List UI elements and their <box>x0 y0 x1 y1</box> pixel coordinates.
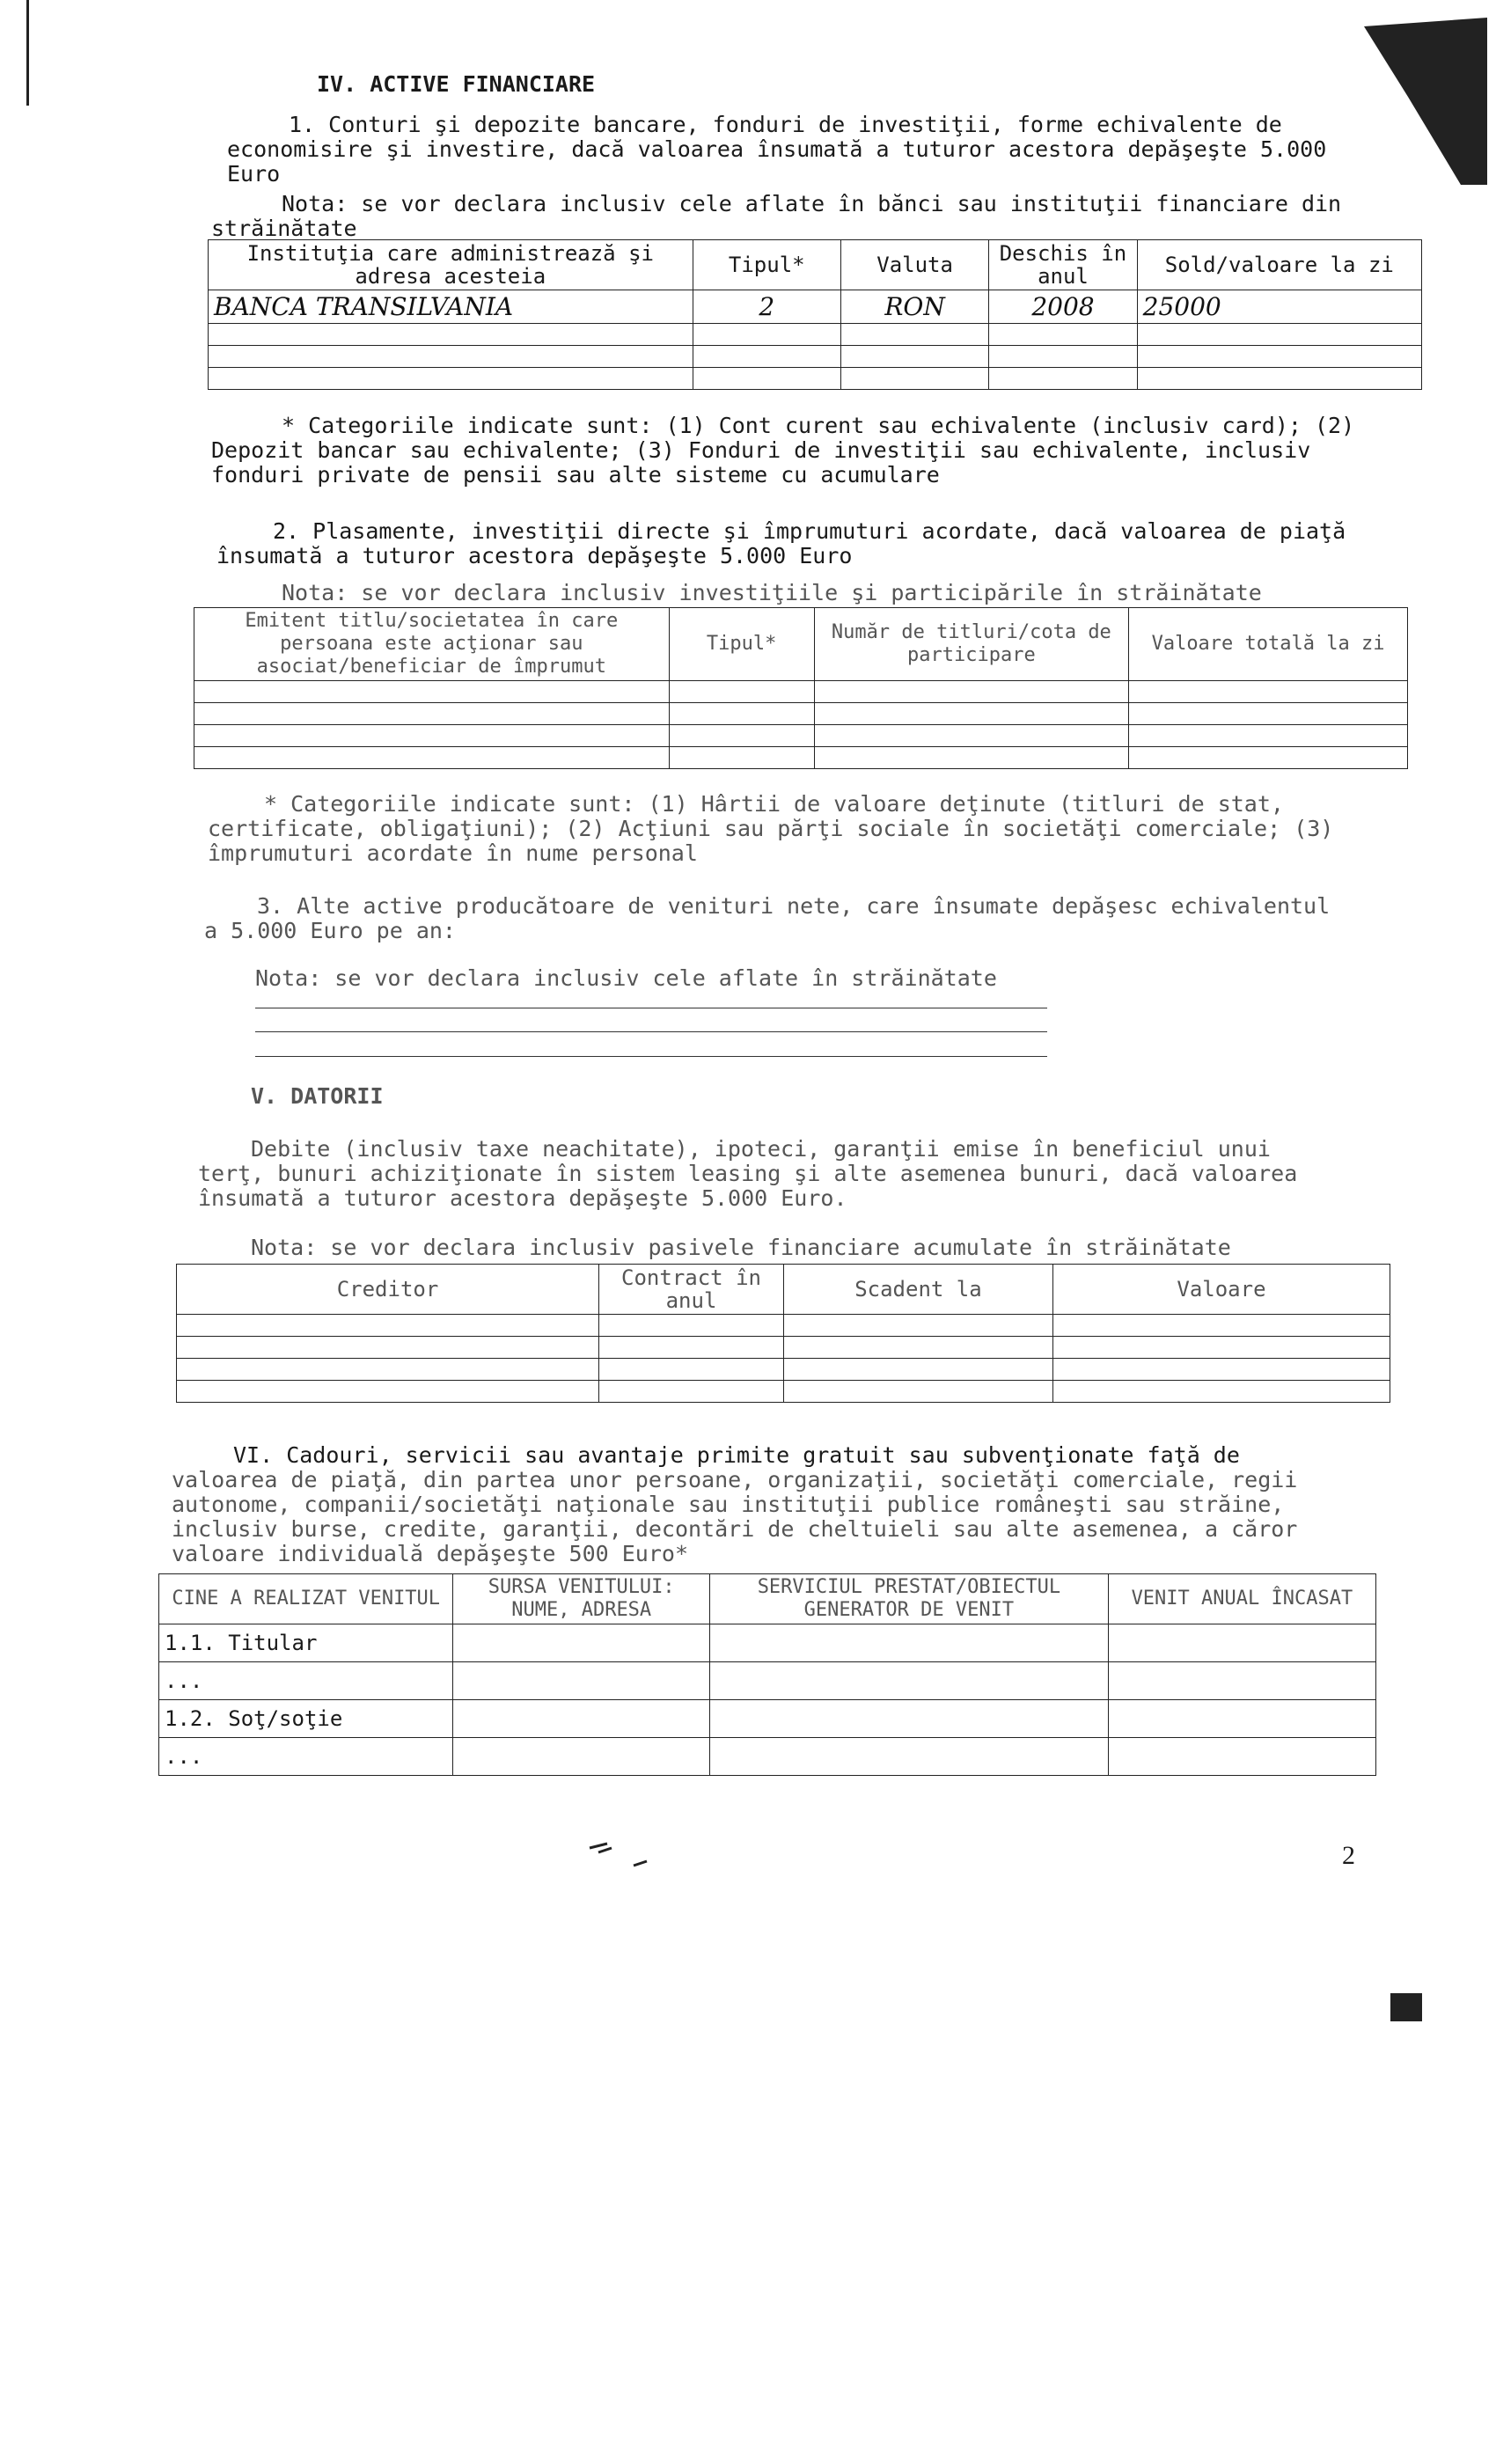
table-header-row <box>209 240 1422 290</box>
table-row <box>159 1738 1376 1776</box>
col-header: Valoare totală la zi <box>1129 608 1408 681</box>
section-v-body-line: terţ, bunuri achiziţionate în sistem leasing şi alte asemenea bunuri, dacă valoarea <box>198 1161 1298 1186</box>
col-header: Valuta <box>840 240 988 290</box>
section-v-title: V. DATORII <box>251 1083 384 1109</box>
col-header: Număr de titluri/cota de participare <box>814 608 1128 681</box>
s3-blank-line <box>255 1031 1047 1032</box>
cell-recipient: ... <box>159 1662 453 1700</box>
col-header: Contract în anul <box>599 1265 784 1315</box>
s1-footnote-line: fonduri private de pensii sau alte sisteme cu acumulare <box>211 462 940 488</box>
table-row <box>209 368 1422 390</box>
col-header: Deschis în anul <box>989 240 1137 290</box>
s1-footnote-line: * Categoriile indicate sunt: (1) Cont curent sau echivalente (inclusiv card); (2) <box>282 413 1355 438</box>
cell-recipient: 1.2. Soţ/soţie <box>159 1700 453 1738</box>
section-vi-body-line: inclusiv burse, credite, garanţii, decontări de cheltuieli sau alte asemenea, a căror <box>172 1516 1298 1542</box>
table-row <box>159 1662 1376 1700</box>
section-v-body-line: Debite (inclusiv taxe neachitate), ipoteci, garanţii emise în beneficiul unui <box>251 1136 1271 1162</box>
s1-heading-line: Euro <box>227 161 281 187</box>
s3-heading-line: 3. Alte active producătoare de venituri nete, care însumate depăşesc echivalentul <box>257 893 1331 919</box>
cell-type: 2 <box>693 290 840 324</box>
col-header: Creditor <box>177 1265 599 1315</box>
cell-balance: 25000 <box>1137 290 1421 324</box>
s2-investments-table <box>194 607 1408 769</box>
s1-heading-line: 1. Conturi şi depozite bancare, fonduri de investiţii, forme echivalente de <box>289 112 1282 137</box>
table-row <box>209 324 1422 346</box>
scan-edge-mark-bottom-right <box>1390 1993 1422 2021</box>
table-row <box>177 1359 1390 1381</box>
col-header: SERVICIUL PRESTAT/OBIECTUL GENERATOR DE VENIT <box>709 1574 1108 1624</box>
table-row <box>194 703 1408 725</box>
col-header: CINE A REALIZAT VENITUL <box>159 1574 453 1624</box>
s3-blank-line <box>255 1056 1047 1057</box>
col-header: Tipul* <box>669 608 814 681</box>
col-header: Emitent titlu/societatea în care persoana este acţionar sau asociat/beneficiar de împrumut <box>194 608 670 681</box>
table-row <box>209 290 1422 324</box>
table-row <box>194 681 1408 703</box>
section-vi-body-line: valoarea de piaţă, din partea unor persoane, organizaţii, societăţi comerciale, regii <box>172 1467 1298 1492</box>
col-header: SURSA VENITULUI: NUME, ADRESA <box>453 1574 709 1624</box>
s1-footnote <box>211 414 1354 488</box>
s3-note: Nota: se vor declara inclusiv cele aflate în străinătate <box>255 965 997 991</box>
table-row <box>194 747 1408 769</box>
s2-footnote-line: certificate, obligaţiuni); (2) Acţiuni sau părţi sociale în societăţi comerciale; (3) <box>208 816 1334 841</box>
page-number: 2 <box>1342 1841 1355 1870</box>
s2-heading-line: însumată a tuturor acestora depăşeşte 5.000 Euro <box>216 543 853 568</box>
s1-accounts-table <box>208 239 1422 390</box>
s3-heading <box>204 894 1330 943</box>
s2-heading <box>216 519 1346 568</box>
table-header-row <box>194 608 1408 681</box>
table-header-row <box>159 1574 1376 1624</box>
s2-heading-line: 2. Plasamente, investiţii directe şi împrumuturi acordate, dacă valoarea de piaţă <box>273 518 1346 544</box>
s2-footnote-line: împrumuturi acordate în nume personal <box>208 840 698 866</box>
table-row <box>177 1315 1390 1337</box>
s2-footnote-line: * Categoriile indicate sunt: (1) Hârtii de valoare deţinute (titluri de stat, <box>264 791 1284 817</box>
section-vi-body-line: autonome, companii/societăţi naţionale sau instituţii publice româneşti sau străine, <box>172 1492 1285 1517</box>
table-row <box>177 1337 1390 1359</box>
s2-footnote <box>208 792 1333 866</box>
debts-table <box>176 1264 1390 1403</box>
cell-recipient: ... <box>159 1738 453 1776</box>
cell-recipient: 1.1. Titular <box>159 1624 453 1662</box>
gifts-table <box>158 1573 1376 1776</box>
s2-note: Nota: se vor declara inclusiv investiţiile şi participările în străinătate <box>282 580 1262 605</box>
scan-edge-mark-left <box>26 0 29 106</box>
table-row <box>159 1700 1376 1738</box>
section-vi-body-line: valoare individuală depăşeşte 500 Euro* <box>172 1541 688 1566</box>
table-header-row <box>177 1265 1390 1315</box>
col-header: Scadent la <box>784 1265 1053 1315</box>
section-vi-body <box>172 1443 1297 1566</box>
s1-footnote-line: Depozit bancar sau echivalente; (3) Fonduri de investiţii sau echivalente, inclusiv <box>211 437 1311 463</box>
col-header: Valoare <box>1052 1265 1390 1315</box>
s1-note-line: străinătate <box>211 216 357 241</box>
table-row <box>209 346 1422 368</box>
cell-currency: RON <box>840 290 988 324</box>
s1-note-line: Nota: se vor declara inclusiv cele aflate în bănci sau instituţii financiare din <box>282 191 1342 216</box>
s1-note <box>211 192 1341 241</box>
s3-heading-line: a 5.000 Euro pe an: <box>204 918 456 943</box>
cell-year: 2008 <box>989 290 1137 324</box>
col-header: Sold/valoare la zi <box>1137 240 1421 290</box>
table-row <box>159 1624 1376 1662</box>
section-iv-title: IV. ACTIVE FINANCIARE <box>317 71 596 97</box>
table-row <box>194 725 1408 747</box>
section-v-body <box>198 1137 1297 1211</box>
section-vi-body-line: VI. Cadouri, servicii sau avantaje primite gratuit sau subvenţionate faţă de <box>233 1442 1240 1468</box>
col-header: VENIT ANUAL ÎNCASAT <box>1108 1574 1375 1624</box>
col-header: Tipul* <box>693 240 840 290</box>
section-v-body-line: însumată a tuturor acestora depăşeşte 5.000 Euro. <box>198 1185 847 1211</box>
col-header: Instituţia care administrează şi adresa acesteia <box>209 240 693 290</box>
cell-institution: BANCA TRANSILVANIA <box>209 290 693 324</box>
scan-corner-mark <box>1355 18 1487 194</box>
s1-heading <box>227 113 1326 187</box>
s1-heading-line: economisire şi investire, dacă valoarea însumată a tuturor acestora depăşeşte 5.000 <box>227 136 1327 162</box>
section-v-note: Nota: se vor declara inclusiv pasivele financiare acumulate în străinătate <box>251 1235 1231 1260</box>
scan-stray-mark <box>581 1830 686 1874</box>
table-row <box>177 1381 1390 1403</box>
